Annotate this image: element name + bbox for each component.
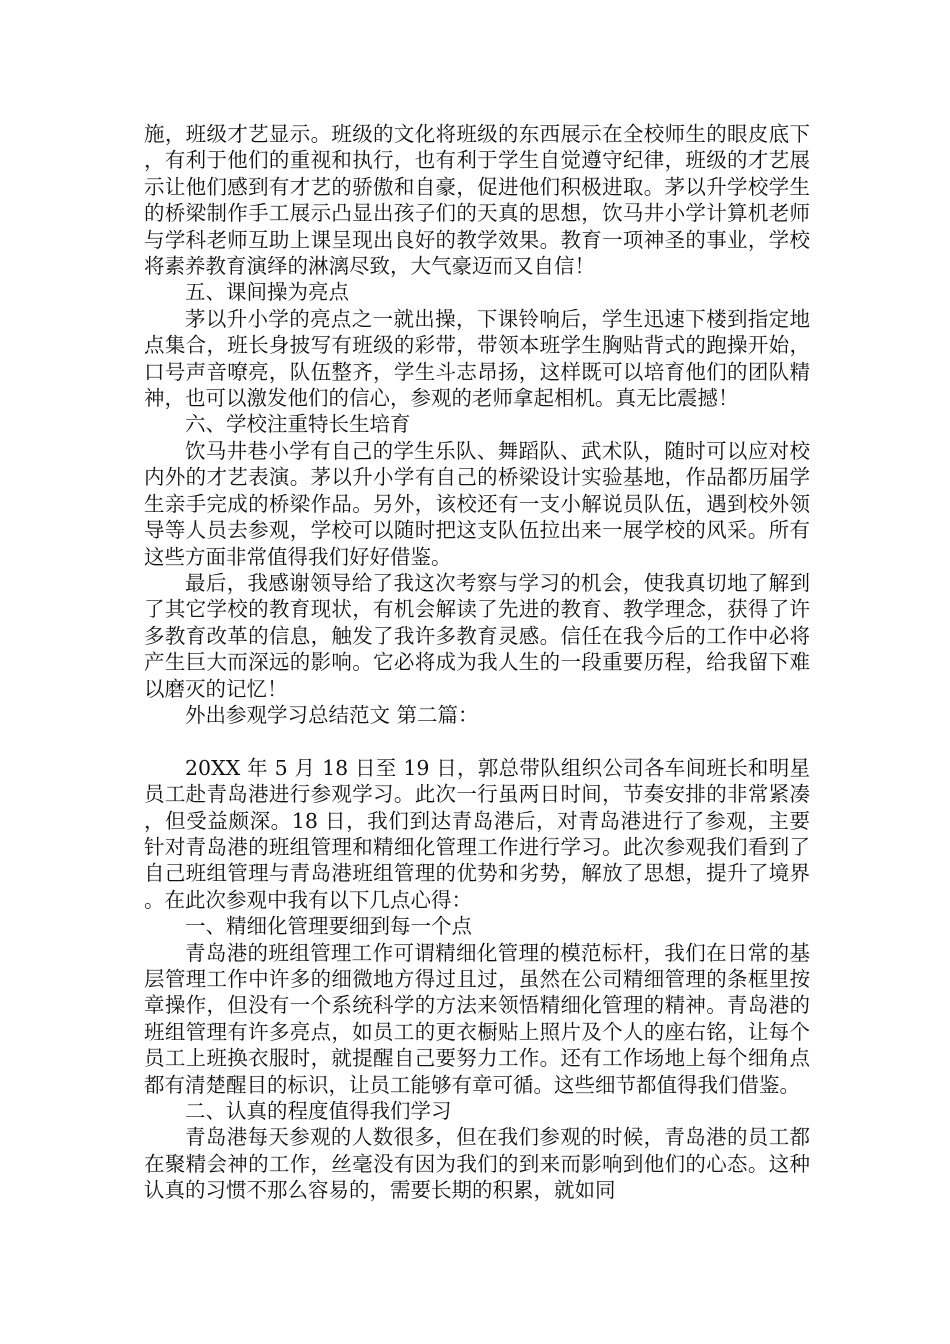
paragraph-morning-exercise: 茅以升小学的亮点之一就出操，下课铃响后，学生迅速下楼到指定地点集合，班长身披写有班级的彩带，带领本班学生胸贴背式的跑操开始，口号声音嘹亮，队伍整齐，学生斗志昂扬，这样既可以培育他们的团队精神，也可以激发他们的信心，参观的老师拿起相机。真无比震撼！ <box>144 306 810 411</box>
document-page <box>144 121 810 1204</box>
paragraph-fine-management: 青岛港的班组管理工作可谓精细化管理的模范标杆，我们在日常的基层管理工作中许多的细微地方得过且过，虽然在公司精细管理的条框里按章操作，但没有一个系统科学的方法来领悟精细化管理的精神。青岛港的班组管理有许多亮点，如员工的更衣橱贴上照片及个人的座右铭，让每个员工上班换衣服时，就提醒自己要努力工作。还有工作场地上每个细角点都有清楚醒目的标识，让员工能够有章可循。这些细节都值得我们借鉴。 <box>144 940 810 1097</box>
heading-point-two: 二、认真的程度值得我们学习 <box>185 1099 452 1124</box>
heading-point-one: 一、精细化管理要细到每一个点 <box>185 914 472 939</box>
paragraph-intro-continued: 施，班级才艺显示。班级的文化将班级的东西展示在全校师生的眼皮底下，有利于他们的重视和执行，也有利于学生自觉遵守纪律，班级的才艺展示让他们感到有才艺的骄傲和自豪，促进他们积极进取。茅以升学校学生的桥梁制作手工展示凸显出孩子们的天真的思想，饮马井小学计算机老师与学科老师互助上课呈现出良好的教学效果。教育一项神圣的事业，学校将素养教育演绎的淋漓尽致，大气豪迈而又自信！ <box>144 122 810 279</box>
paragraph-conclusion: 最后，我感谢领导给了我这次考察与学习的机会，使我真切地了解到了其它学校的教育现状，有机会解读了先进的教育、教学理念，获得了许多教育改革的信息，触发了我许多教育灵感。信任在我今后的工作中必将产生巨大而深远的影响。它必将成为我人生的一段重要历程，给我留下难以磨灭的记忆！ <box>144 570 810 701</box>
heading-second-article: 外出参观学习总结范文 第二篇： <box>185 702 479 727</box>
heading-section-six: 六、学校注重特长生培育 <box>185 412 411 437</box>
blank-line <box>144 728 810 754</box>
heading-section-five: 五、课间操为亮点 <box>185 280 349 305</box>
paragraph-seriousness: 青岛港每天参观的人数很多，但在我们参观的时候，青岛港的员工都在聚精会神的工作，丝毫没有因为我们的到来而影响到他们的心态。这种认真的习惯不那么容易的，需要长期的积累，就如同 <box>144 1125 810 1203</box>
paragraph-qingdao-visit: 20XX 年 5 月 18 日至 19 日，郭总带队组织公司各车间班长和明星员工赴青岛港进行参观学习。此次一行虽两日时间，节奏安排的非常紧凑，但受益颇深。18 日，我们到达青岛港后，对青岛港进行了参观，主要针对青岛港的班组管理和精细化管理工作进行学习。此次参观我们看到了自己班组管理与青岛港班组管理的优势和劣势，解放了思想，提升了境界。在此次参观中我有以下几点心得： <box>144 755 810 912</box>
paragraph-talent-students: 饮马井巷小学有自己的学生乐队、舞蹈队、武术队，随时可以应对校内外的才艺表演。茅以升小学有自己的桥梁设计实验基地，作品都历届学生亲手完成的桥梁作品。另外，该校还有一支小解说员队伍，遇到校外领导等人员去参观，学校可以随时把这支队伍拉出来一展学校的风采。所有这些方面非常值得我们好好借鉴。 <box>144 438 810 569</box>
